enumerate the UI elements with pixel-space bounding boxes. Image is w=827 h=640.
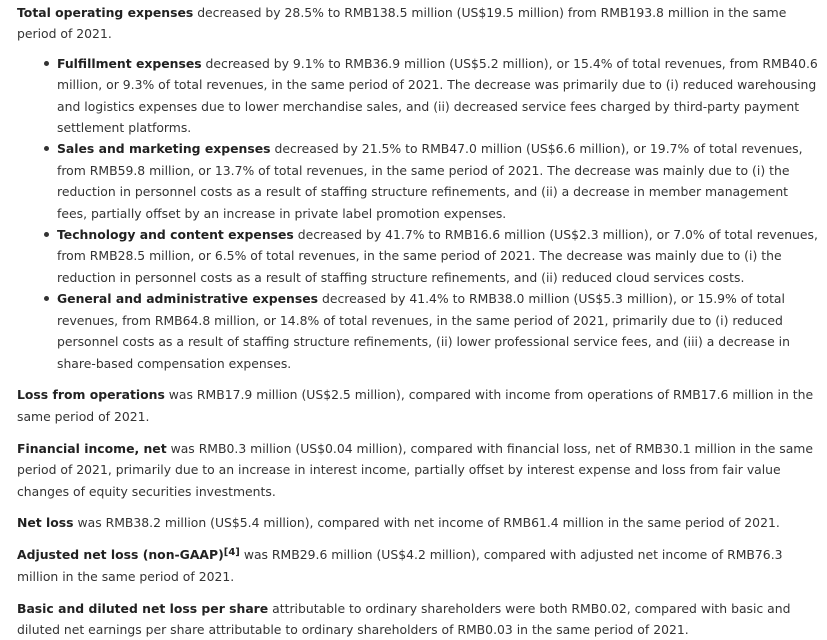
lead-net-loss: Net loss: [17, 515, 74, 531]
text-fulfillment-expenses: decreased by 9.1% to RMB36.9 million (US$5.2 million), or 15.4% of total revenues, from RMB40.6 million, or 9.3% of total revenues, in the same period of 2021. The decrease was primarily due to (i) reduced warehousing and logistics expenses due to lower merchandise sales, and (ii) decreased service fees charged by third-party payment settlement platforms.: [57, 55, 818, 136]
lead-sales-marketing-expenses: Sales and marketing expenses: [57, 141, 271, 157]
paragraph-total-operating-expenses: [17, 2, 821, 45]
text-total-operating-expenses: decreased by 28.5% to RMB138.5 million (US$19.5 million) from RMB193.8 million in the same period of 2021.: [17, 5, 787, 42]
lead-net-loss-per-share: Basic and diluted net loss per share: [17, 600, 269, 616]
text-financial-income: was RMB0.3 million (US$0.04 million), compared with financial loss, net of RMB30.1 million in the same period of 2021, primarily due to an increase in interest income, partially offset by interest expense and loss from fair value changes of equity securities investments.: [17, 440, 814, 499]
list-item-fulfillment-expenses: [57, 53, 821, 139]
text-net-loss-per-share: attributable to ordinary shareholders were both RMB0.02, compared with basic and diluted net earnings per share attributable to ordinary shareholders of RMB0.03 in the same period of 2021.: [17, 600, 791, 638]
list-item-general-administrative-expenses: [57, 288, 821, 374]
text-net-loss: was RMB38.2 million (US$5.4 million), compared with net income of RMB61.4 million in the same period of 2021.: [73, 515, 780, 531]
lead-financial-income: Financial income, net: [17, 440, 167, 456]
lead-fulfillment-expenses: Fulfillment expenses: [57, 55, 202, 71]
paragraph-loss-from-operations: [17, 384, 821, 427]
footnote-marker[interactable]: [4]: [223, 547, 240, 559]
text-adjusted-net-loss: was RMB29.6 million (US$4.2 million), compared with adjusted net income of RMB76.3 million in the same period of 2021.: [17, 547, 783, 584]
text-sales-marketing-expenses: decreased by 21.5% to RMB47.0 million (US$6.6 million), or 19.7% of total revenues, from RMB59.8 million, or 13.7% of total revenues, in the same period of 2021. The decrease was mainly due to (i) the reduction in personnel costs as a result of staffing structure refinements, and (ii) a decrease in member management fees, partially offset by an increase in private label promotion expenses.: [57, 141, 803, 221]
text-loss-from-operations: was RMB17.9 million (US$2.5 million), compared with income from operations of RMB17.6 million in the same period of 2021.: [17, 387, 814, 424]
paragraph-net-loss-per-share: [17, 598, 821, 640]
text-general-administrative-expenses: decreased by 41.4% to RMB38.0 million (US$5.3 million), or 15.9% of total revenues, from RMB64.8 million, or 14.8% of total revenues, in the same period of 2021, primarily due to (i) reduced personnel costs as a result of staffing structure refinements, (ii) lower professional service fees, and (iii) a decrease in share-based compensation expenses.: [57, 291, 790, 371]
paragraph-financial-income: [17, 438, 821, 502]
list-item-sales-marketing-expenses: [57, 138, 821, 224]
lead-total-operating-expenses: Total operating expenses: [17, 5, 194, 20]
paragraph-adjusted-net-loss: [17, 544, 821, 587]
lead-adjusted-net-loss: Adjusted net loss (non-GAAP): [17, 547, 224, 563]
lead-loss-from-operations: Loss from operations: [17, 387, 165, 403]
text-technology-content-expenses: decreased by 41.7% to RMB16.6 million (US$2.3 million), or 7.0% of total revenues, from RMB28.5 million, or 6.5% of total revenues, in the same period of 2021. The decrease was mainly due to (i) the reduction in personnel costs as a result of staffing structure refinements, and (ii) reduced cloud services costs.: [57, 227, 818, 285]
list-item-technology-content-expenses: [57, 224, 821, 288]
expense-breakdown-list: [17, 53, 821, 374]
paragraph-net-loss: [17, 512, 821, 533]
lead-general-administrative-expenses: General and administrative expenses: [57, 291, 319, 307]
lead-technology-content-expenses: Technology and content expenses: [57, 227, 294, 243]
